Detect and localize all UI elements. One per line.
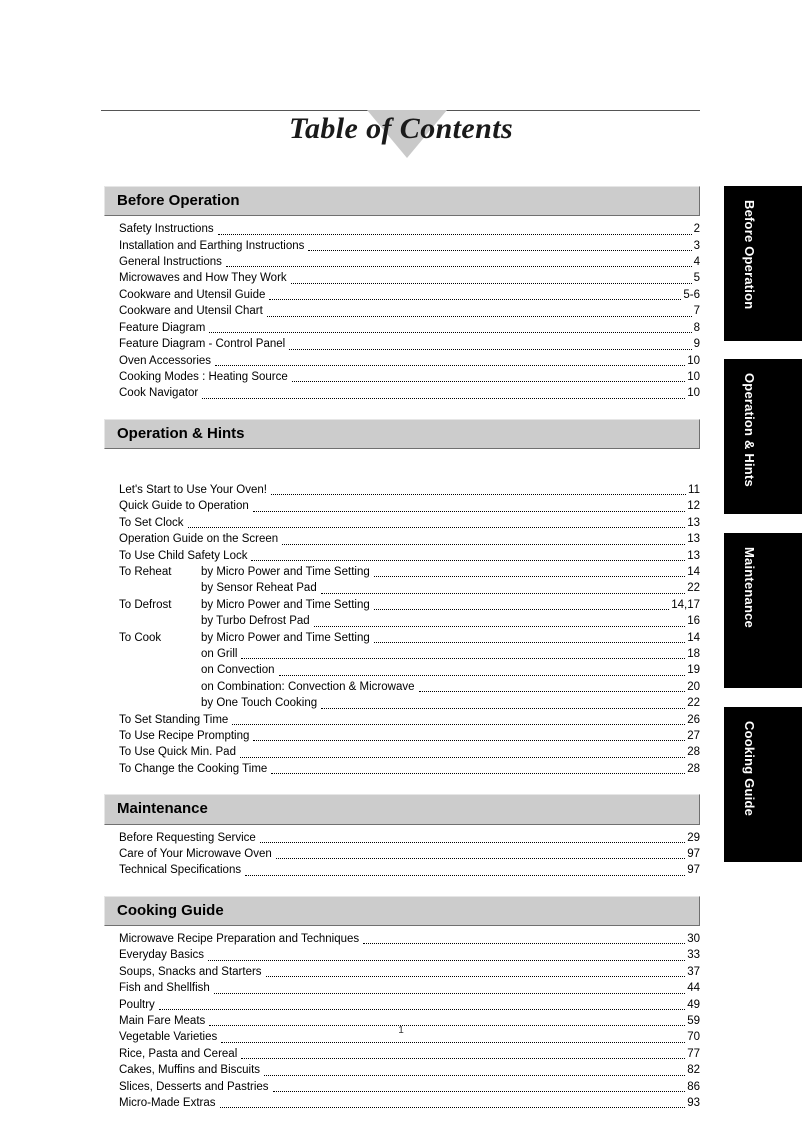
toc-entry[interactable] <box>104 287 700 303</box>
dot-leader <box>245 866 685 876</box>
toc-entry-list <box>104 482 700 777</box>
section-header-maintenance: Maintenance <box>104 794 700 824</box>
toc-entry-label: Rice, Pasta and Cereal <box>119 1047 238 1060</box>
dot-leader <box>267 307 692 317</box>
dot-leader <box>321 699 685 709</box>
toc-entry-label: Microwave Recipe Preparation and Techniques <box>119 933 360 945</box>
section-spacer <box>104 777 700 794</box>
toc-entry-label: by One Touch Cooking <box>201 697 318 710</box>
toc-entry[interactable] <box>104 238 700 254</box>
toc-entry-page: 3 <box>693 239 700 252</box>
toc-entry-label: Main Fare Meats <box>119 1015 206 1028</box>
toc-entry-label: Soups, Snacks and Starters <box>119 965 262 978</box>
toc-entry[interactable] <box>104 846 700 862</box>
toc-entry[interactable] <box>104 270 700 286</box>
toc-entry-list <box>104 931 700 1111</box>
dot-leader <box>202 389 685 399</box>
dot-leader <box>226 257 692 267</box>
toc-entry-page: 16 <box>687 615 700 628</box>
toc-entry-page: 9 <box>693 338 700 351</box>
toc-entry-label: Cook Navigator <box>119 387 199 400</box>
dot-leader <box>260 833 685 843</box>
dot-leader <box>208 951 685 961</box>
dot-leader <box>214 984 685 994</box>
toc-entry-label: Care of Your Microwave Oven <box>119 847 272 860</box>
side-tab-operation-and-hints[interactable] <box>724 359 802 514</box>
toc-entry[interactable] <box>104 1079 700 1095</box>
toc-entry-label: Safety Instructions <box>119 223 214 236</box>
toc-entry-label: by Micro Power and Time Setting <box>201 598 370 611</box>
dot-leader <box>269 290 681 300</box>
toc-entry[interactable] <box>104 728 700 744</box>
toc-entry-label: To Set Standing Time <box>119 713 229 726</box>
toc-entry-label: Cakes, Muffins and Biscuits <box>119 1064 261 1077</box>
toc-entry-label: by Sensor Reheat Pad <box>201 582 317 595</box>
toc-entry-page: 70 <box>687 1031 700 1044</box>
section-header-cooking-guide: Cooking Guide <box>104 896 700 926</box>
dot-leader <box>279 666 686 676</box>
dot-leader <box>159 1000 685 1010</box>
dot-leader <box>218 225 692 235</box>
toc-entry-page: 19 <box>687 664 700 677</box>
toc-entry[interactable] <box>104 947 700 963</box>
toc-entry-page: 10 <box>687 354 700 367</box>
section-header-before-operation: Before Operation <box>104 186 700 216</box>
dot-leader <box>271 764 685 774</box>
toc-entry-page: 2 <box>693 223 700 236</box>
dot-leader <box>291 274 692 284</box>
toc-entry[interactable] <box>104 564 700 580</box>
toc-entry-label: Vegetable Varieties <box>119 1031 218 1044</box>
toc-entry-page: 49 <box>687 998 700 1011</box>
toc-entry[interactable] <box>104 1062 700 1078</box>
toc-entry-page: 22 <box>687 582 700 595</box>
toc-entry[interactable] <box>104 353 700 369</box>
toc-entry[interactable] <box>104 761 700 777</box>
toc-entry-label: by Turbo Defrost Pad <box>201 615 310 628</box>
toc-entry-label: Let's Start to Use Your Oven! <box>119 483 267 496</box>
dot-leader <box>240 748 685 758</box>
toc-entry-label: Feature Diagram - Control Panel <box>119 338 286 351</box>
toc-entry-label: Installation and Earthing Instructions <box>119 239 305 252</box>
toc-entry-page: 5 <box>693 272 700 285</box>
page-number: 1 <box>398 1025 404 1036</box>
toc-entry-category: To Reheat <box>119 566 172 578</box>
side-tab-label: Operation & Hints <box>742 373 757 487</box>
dot-leader <box>241 649 685 659</box>
toc-entry-page: 22 <box>687 697 700 710</box>
page-title: Table of Contents <box>288 112 514 145</box>
toc-entry-page: 37 <box>687 965 700 978</box>
dot-leader <box>271 485 686 495</box>
document-title-block <box>0 100 802 160</box>
toc-entry-label: Cookware and Utensil Guide <box>119 288 266 301</box>
toc-entry-list <box>104 221 700 401</box>
dot-leader <box>276 849 685 859</box>
toc-entry-page: 29 <box>687 831 700 844</box>
toc-entry-label: Cookware and Utensil Chart <box>119 305 263 318</box>
toc-entry[interactable] <box>104 931 700 947</box>
toc-entry[interactable] <box>104 613 700 629</box>
dot-leader <box>220 1098 686 1108</box>
dot-leader <box>232 715 685 725</box>
toc-entry[interactable] <box>104 580 700 596</box>
toc-entry-label: To Set Clock <box>119 516 184 529</box>
toc-entry[interactable] <box>104 1095 700 1111</box>
dot-leader <box>289 340 691 350</box>
dot-leader <box>308 241 691 251</box>
side-tab-maintenance[interactable] <box>724 533 802 688</box>
toc-entry-label: To Use Recipe Prompting <box>119 730 250 743</box>
toc-entry-page: 28 <box>687 746 700 759</box>
side-tab-before-operation[interactable] <box>724 186 802 341</box>
dot-leader <box>363 934 685 944</box>
toc-entry[interactable] <box>104 1046 700 1062</box>
dot-leader <box>273 1082 686 1092</box>
dot-leader <box>419 682 686 692</box>
dot-leader <box>282 535 685 545</box>
side-tab-cooking-guide[interactable] <box>724 707 802 862</box>
toc-entry-page: 18 <box>687 648 700 661</box>
toc-entry-page: 5-6 <box>683 288 700 301</box>
dot-leader <box>314 617 686 627</box>
dot-leader <box>241 1049 685 1059</box>
toc-entry-label: Before Requesting Service <box>119 831 256 844</box>
toc-entry-label: To Change the Cooking Time <box>119 762 268 775</box>
toc-entry-page: 27 <box>687 730 700 743</box>
toc-entry-label: on Convection <box>201 664 275 677</box>
toc-entry-page: 28 <box>687 762 700 775</box>
toc-entry-page: 10 <box>687 370 700 383</box>
toc-entry-label: Quick Guide to Operation <box>119 500 249 513</box>
toc-entry[interactable] <box>104 695 700 711</box>
toc-entry[interactable] <box>104 980 700 996</box>
toc-entry[interactable] <box>104 548 700 564</box>
toc-entry-label: To Use Quick Min. Pad <box>119 746 236 759</box>
dot-leader <box>374 600 669 610</box>
toc-entry-label: Cooking Modes : Heating Source <box>119 370 288 383</box>
side-tab-label: Cooking Guide <box>742 721 757 817</box>
section-spacer <box>104 879 700 896</box>
toc-entry-page: 12 <box>687 500 700 513</box>
toc-entry-label: Slices, Desserts and Pastries <box>119 1080 269 1093</box>
toc-entry-label: on Grill <box>201 648 238 661</box>
toc-entry-list <box>104 830 700 879</box>
toc-entry-label: Operation Guide on the Screen <box>119 533 279 546</box>
side-tab-label: Before Operation <box>742 200 757 310</box>
toc-entry[interactable] <box>104 303 700 319</box>
toc-entry-label: Microwaves and How They Work <box>119 272 287 285</box>
toc-entry-page: 13 <box>687 516 700 529</box>
toc-entry-page: 30 <box>687 933 700 945</box>
toc-entry-page: 20 <box>687 680 700 693</box>
toc-entry[interactable] <box>104 679 700 695</box>
toc-entry-label: Technical Specifications <box>119 864 242 877</box>
toc-entry-category: To Defrost <box>119 598 172 611</box>
toc-entry[interactable] <box>104 336 700 352</box>
toc-entry-page: 97 <box>687 864 700 877</box>
dot-leader <box>188 518 686 528</box>
toc-entry-label: Oven Accessories <box>119 354 212 367</box>
toc-entry[interactable] <box>104 221 700 237</box>
dot-leader <box>251 551 685 561</box>
dot-leader <box>374 567 685 577</box>
toc-entry[interactable] <box>104 662 700 678</box>
toc-entry[interactable] <box>104 254 700 270</box>
toc-entry-page: 93 <box>687 1097 700 1110</box>
toc-entry[interactable] <box>104 597 700 613</box>
toc-entry-page: 4 <box>693 256 700 269</box>
toc-entry[interactable] <box>104 712 700 728</box>
toc-entry[interactable] <box>104 482 700 498</box>
dot-leader <box>253 502 685 512</box>
dot-leader <box>253 731 685 741</box>
toc-entry[interactable] <box>104 498 700 514</box>
toc-entry-category: To Cook <box>119 631 162 644</box>
dot-leader <box>264 1066 685 1076</box>
toc-entry-page: 10 <box>687 387 700 400</box>
toc-entry[interactable] <box>104 531 700 547</box>
toc-entry-label: To Use Child Safety Lock <box>119 549 248 562</box>
toc-entry-page: 77 <box>687 1047 700 1060</box>
toc-entry-label: Micro-Made Extras <box>119 1097 216 1110</box>
toc-entry-label: by Micro Power and Time Setting <box>201 631 370 644</box>
toc-entry[interactable] <box>104 385 700 401</box>
toc-entry-page: 7 <box>693 305 700 318</box>
section-spacer <box>104 402 700 419</box>
toc-entry-page: 44 <box>687 982 700 995</box>
toc-entry-page: 13 <box>687 533 700 546</box>
toc-content <box>104 186 700 1111</box>
toc-entry-page: 14 <box>687 631 700 644</box>
toc-entry[interactable] <box>104 862 700 878</box>
toc-entry-page: 33 <box>687 949 700 962</box>
toc-entry-page: 8 <box>693 321 700 334</box>
dot-leader <box>292 372 685 382</box>
toc-entry-page: 13 <box>687 549 700 562</box>
dot-leader <box>209 323 691 333</box>
dot-leader <box>215 356 685 366</box>
section-gap <box>104 454 700 482</box>
toc-entry-page: 11 <box>688 483 700 496</box>
toc-entry[interactable] <box>104 369 700 385</box>
toc-entry-page: 82 <box>687 1064 700 1077</box>
toc-entry[interactable] <box>104 646 700 662</box>
side-tab-label: Maintenance <box>742 547 757 628</box>
dot-leader <box>321 584 685 594</box>
dot-leader <box>374 633 685 643</box>
toc-entry-label: Feature Diagram <box>119 321 206 334</box>
toc-entry-page: 97 <box>687 847 700 860</box>
toc-entry[interactable] <box>104 630 700 646</box>
toc-entry-label: General Instructions <box>119 256 222 269</box>
toc-entry[interactable] <box>104 744 700 760</box>
toc-entry[interactable] <box>104 320 700 336</box>
toc-entry[interactable] <box>104 515 700 531</box>
toc-entry-page: 86 <box>687 1080 700 1093</box>
toc-entry-page: 14,17 <box>671 598 700 611</box>
toc-entry-page: 14 <box>687 566 700 578</box>
toc-entry-page: 26 <box>687 713 700 726</box>
toc-entry[interactable] <box>104 964 700 980</box>
toc-entry-page: 59 <box>687 1015 700 1028</box>
toc-entry-label: on Combination: Convection & Microwave <box>201 680 415 693</box>
toc-entry-label: Fish and Shellfish <box>119 982 210 995</box>
section-header-operation-and-hints: Operation & Hints <box>104 419 700 449</box>
toc-entry-label: Poultry <box>119 998 155 1011</box>
toc-entry-label: Everyday Basics <box>119 949 205 962</box>
toc-entry[interactable] <box>104 997 700 1013</box>
toc-entry[interactable] <box>104 830 700 846</box>
toc-entry-label: by Micro Power and Time Setting <box>201 566 370 578</box>
dot-leader <box>266 967 686 977</box>
